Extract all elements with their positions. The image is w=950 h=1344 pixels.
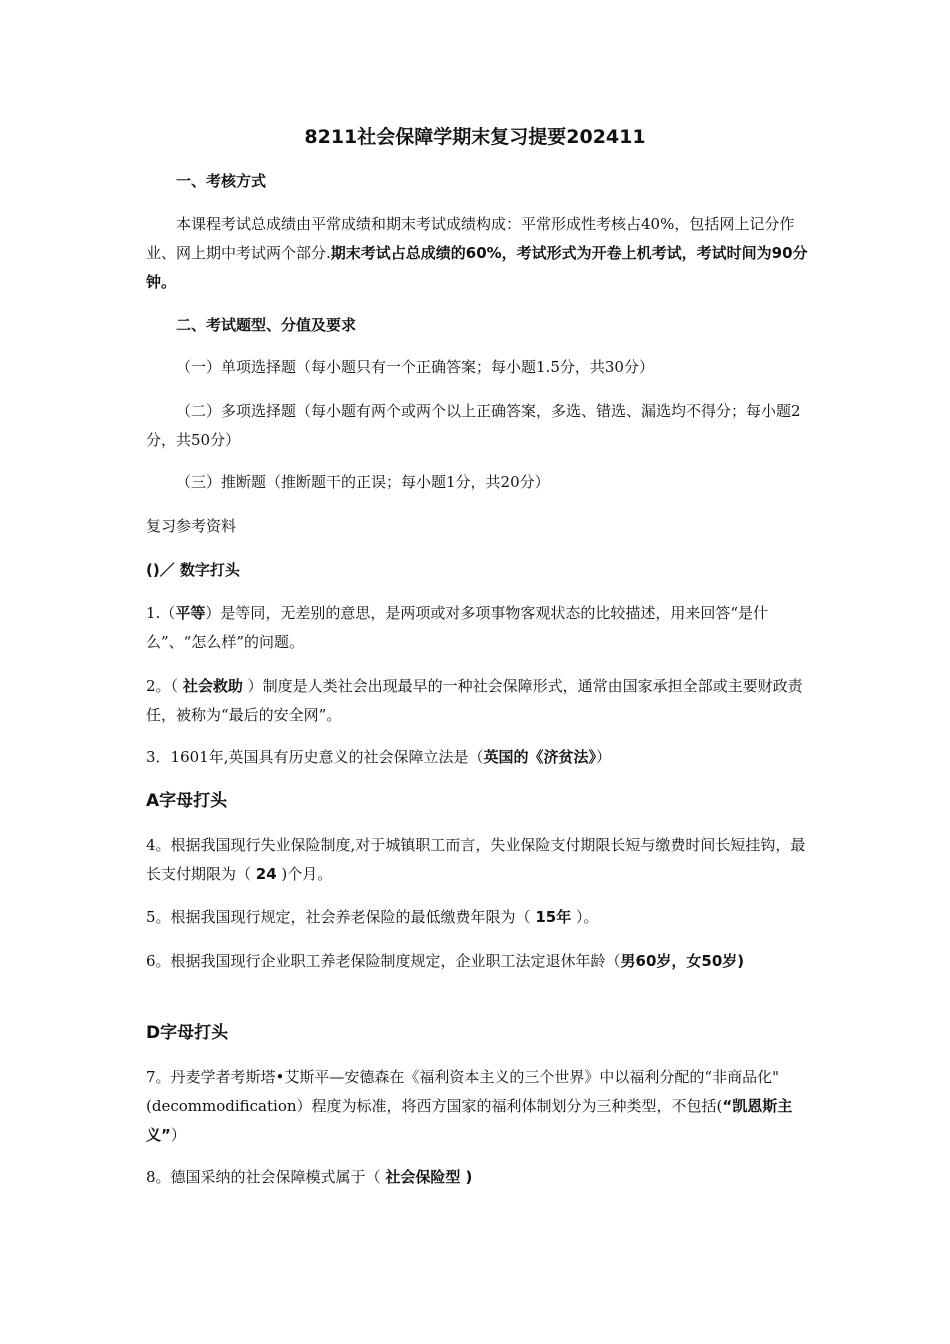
list-item: 3．1601年,英国具有历史意义的社会保障立法是（英国的《济贫法》） [146,748,612,766]
assessment-paragraph [146,210,818,297]
list-item: 7。丹麦学者考斯塔•艾斯平—安德森在《福利资本主义的三个世界》中以福利分配的“非商品化"(decommodification）程度为标准，将西方国家的福利体制划分为三种类型，不包括(“凯恩斯主义”） [146,1068,793,1144]
group-heading-numeric: ()／ 数字打头 [146,561,240,579]
group-heading-a: A字母打头 [146,791,228,811]
list-item: 4。根据我国现行失业保险制度,对于城镇职工而言，失业保险支付期限长短与缴费时间长短挂钩，最长支付期限为（ 24 )个月。 [146,836,806,883]
list-item: 5。根据我国现行规定，社会养老保险的最低缴费年限为（ 15年 ）。 [146,908,599,926]
document-title: 8211社会保障学期末复习提要202411 [304,126,646,148]
question-type-single: （一）单项选择题（每小题只有一个正确答案；每小题1.5分，共30分） [176,358,654,376]
list-item: 1.（平等）是等同，无差别的意思，是两项或对多项事物客观状态的比较描述，用来回答“是什么”、“怎么样”的问题。 [146,604,769,651]
assessment-text: 本课程考试总成绩由平常成绩和期末考试成绩构成：平常形成性考核占40%，包括网上记分作业、网上期中考试两个部分. [146,215,795,262]
question-type-multiple: （二）多项选择题（每小题有两个或两个以上正确答案，多选、错选、漏选均不得分；每小题2分，共50分） [146,402,801,449]
list-item: 8。德国采纳的社会保障模式属于（ 社会保险型 ) [146,1168,473,1186]
list-item: 6。根据我国现行企业职工养老保险制度规定，企业职工法定退休年龄（男60岁，女50岁) [146,952,745,970]
review-materials-label: 复习参考资料 [146,517,237,535]
question-type-judgement: （三）推断题（推断题干的正误；每小题1分，共20分） [176,473,550,491]
list-item: 2。（ 社会救助 ）制度是人类社会出现最早的一种社会保障形式，通常由国家承担全部或主要财政责任，被称为“最后的安全网”。 [146,677,803,724]
section-heading-assessment: 一、考核方式 [176,172,267,190]
assessment-bold-text: 期末考试占总成绩的60%，考试形式为开卷上机考试，考试时间为90分钟。 [146,244,808,291]
group-heading-d: D字母打头 [146,1023,229,1043]
section-heading-question-types: 二、考试题型、分值及要求 [176,316,357,334]
